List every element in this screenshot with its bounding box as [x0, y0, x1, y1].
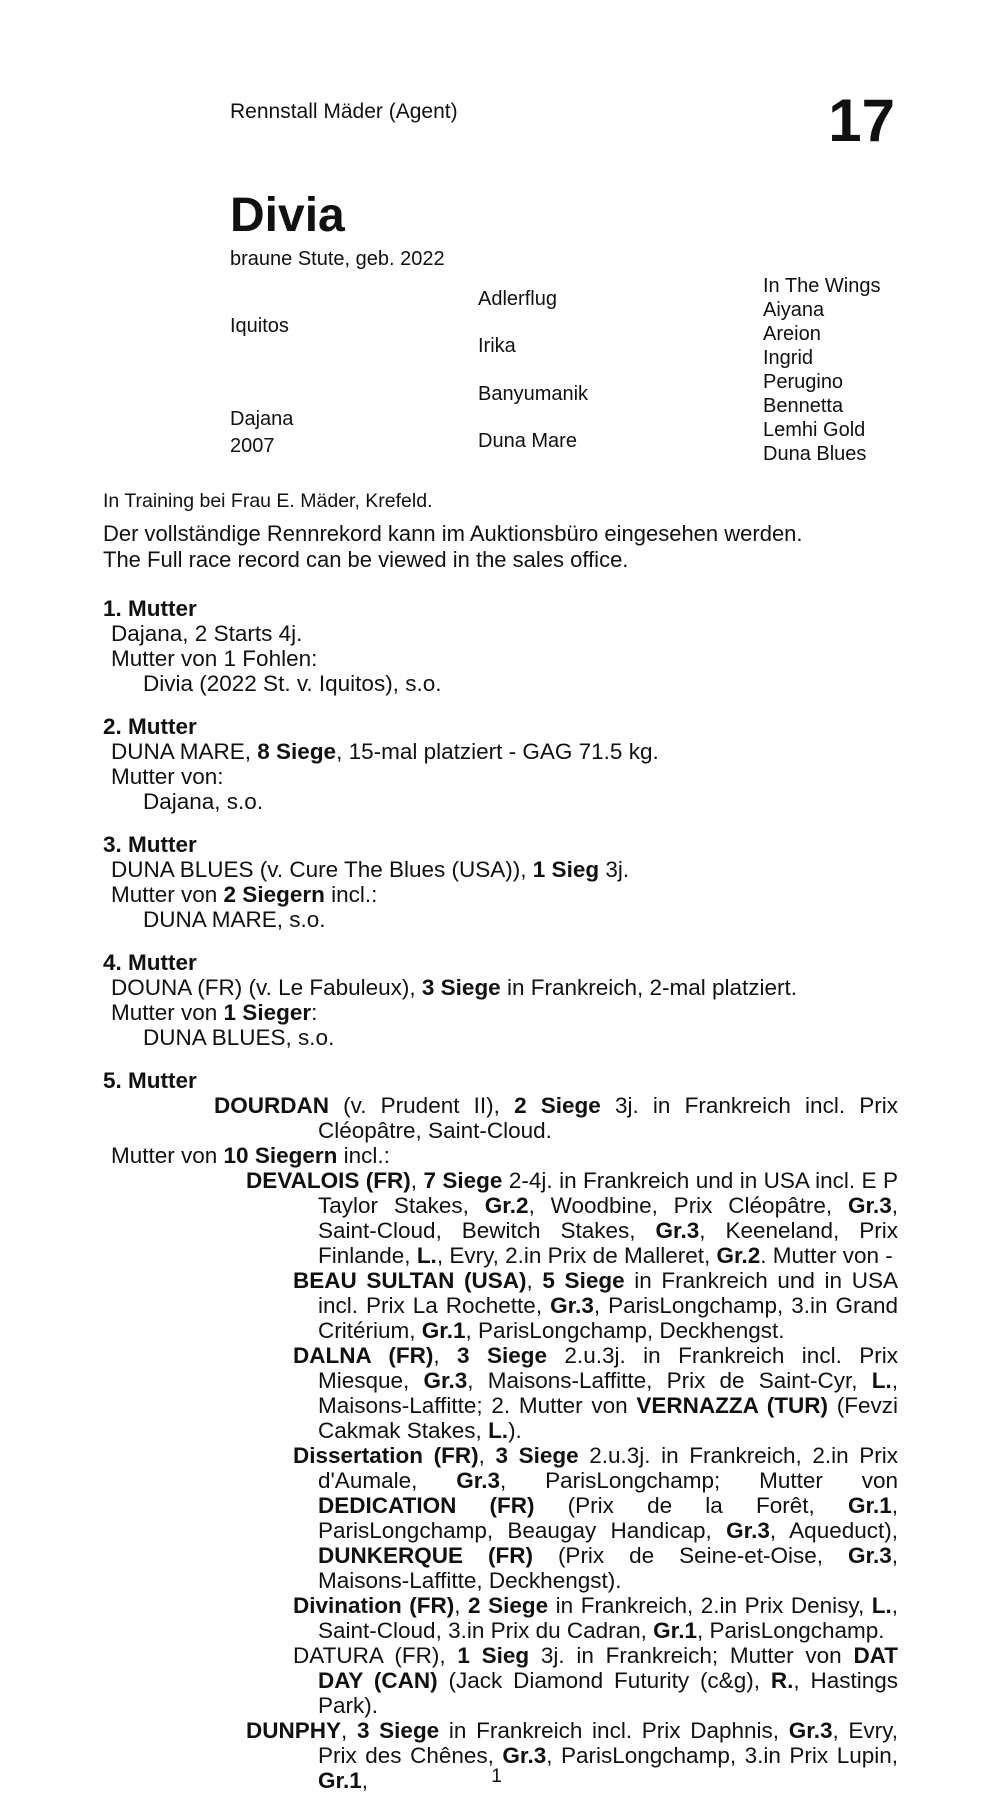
- section-title: 5. Mutter: [103, 1068, 197, 1093]
- pedigree-dam-year: 2007: [230, 435, 275, 457]
- pedigree-gen3-4: Ingrid: [763, 347, 814, 369]
- section-title: 3. Mutter: [103, 832, 197, 857]
- produce-entry: Divination (FR), 2 Siege in Frankreich, 2.in Prix Denisy, L., Saint-Cloud, 3.in Prix du Cadran, Gr.1, ParisLongchamp.: [293, 1593, 898, 1643]
- pedigree-sire: Iquitos: [230, 315, 289, 337]
- pedigree-gen3-7: Lemhi Gold: [763, 419, 866, 441]
- section-title: 4. Mutter: [103, 950, 197, 975]
- dam-record: DOURDAN (v. Prudent II), 2 Siege 3j. in Frankreich incl. Prix Cléopâtre, Saint-Cloud.: [214, 1093, 898, 1143]
- dam-record: Dajana, 2 Starts 4j.: [111, 621, 303, 646]
- training-note: In Training bei Frau E. Mäder, Krefeld.: [103, 490, 433, 512]
- section-3rd-dam: [103, 832, 898, 932]
- pedigree-gen3-6: Bennetta: [763, 395, 844, 417]
- pedigree-dam-dam: Duna Mare: [478, 430, 577, 452]
- produce-heading: Mutter von 1 Fohlen:: [111, 646, 318, 671]
- race-record-note-de: Der vollständige Rennrekord kann im Auktionsbüro eingesehen werden.: [103, 521, 803, 546]
- produce-entry: DUNPHY, 3 Siege in Frankreich incl. Prix Daphnis, Gr.3, Evry, Prix des Chênes, Gr.3, ParisLongchamp, 3.in Prix Lupin, Gr.1,: [246, 1718, 898, 1793]
- stable-name: Rennstall Mäder (Agent): [230, 100, 458, 123]
- race-record-note-en: The Full race record can be viewed in the sales office.: [103, 547, 629, 572]
- section-title: 1. Mutter: [103, 596, 197, 621]
- produce-heading: Mutter von 2 Siegern incl.:: [111, 882, 378, 907]
- page-number: 1: [491, 1766, 502, 1787]
- section-1st-dam: [103, 596, 898, 696]
- produce-heading: Mutter von:: [111, 764, 224, 789]
- pedigree-dam-sire: Banyumanik: [478, 383, 589, 405]
- lot-number: 17: [828, 87, 895, 154]
- dam-record: DUNA MARE, 8 Siege, 15-mal platziert - GAG 71.5 kg.: [111, 739, 659, 764]
- pedigree-gen3-1: In The Wings: [763, 275, 881, 297]
- produce-heading: Mutter von 10 Siegern incl.:: [111, 1143, 390, 1168]
- pedigree-gen3-2: Aiyana: [763, 299, 825, 321]
- produce-entry: DUNA BLUES, s.o.: [143, 1025, 335, 1050]
- section-4th-dam: [103, 950, 898, 1050]
- dam-line: [103, 596, 898, 1811]
- horse-description: braune Stute, geb. 2022: [230, 248, 445, 270]
- dam-record: DOUNA (FR) (v. Le Fabuleux), 3 Siege in Frankreich, 2-mal platziert.: [111, 975, 798, 1000]
- pedigree-gen3-5: Perugino: [763, 371, 844, 393]
- section-5th-dam: [103, 1068, 898, 1793]
- produce-entry: Dajana, s.o.: [143, 789, 264, 814]
- pedigree-gen3-3: Areion: [763, 323, 821, 345]
- produce-entry: DUNA MARE, s.o.: [143, 907, 326, 932]
- produce-heading: Mutter von 1 Sieger:: [111, 1000, 318, 1025]
- dam-record: DUNA BLUES (v. Cure The Blues (USA)), 1 Sieg 3j.: [111, 857, 630, 882]
- section-2nd-dam: [103, 714, 898, 814]
- pedigree-gen3-8: Duna Blues: [763, 443, 867, 465]
- produce-entry: BEAU SULTAN (USA), 5 Siege in Frankreich und in USA incl. Prix La Rochette, Gr.3, ParisLongchamp, 3.in Grand Critérium, Gr.1, ParisLongchamp, Deckhengst.: [293, 1268, 898, 1343]
- pedigree-sire-dam: Irika: [478, 335, 516, 357]
- race-record-note: [103, 521, 803, 573]
- produce-entry: DEVALOIS (FR), 7 Siege 2-4j. in Frankreich und in USA incl. E P Taylor Stakes, Gr.2, Woodbine, Prix Cléopâtre, Gr.3, Saint-Cloud, Bewitch Stakes, Gr.3, Keeneland, Prix Finlande, L., Evry, 2.in Prix de Malleret, Gr.2. Mutter von -: [246, 1168, 899, 1268]
- produce-entry: DALNA (FR), 3 Siege 2.u.3j. in Frankreich incl. Prix Miesque, Gr.3, Maisons-Laffitte, Prix de Saint-Cyr, L., Maisons-Laffitte; 2. Mutter von VERNAZZA (TUR) (Fevzi Cakmak Stakes, L.).: [293, 1343, 899, 1443]
- section-title: 2. Mutter: [103, 714, 197, 739]
- produce-entry: Divia (2022 St. v. Iquitos), s.o.: [143, 671, 442, 696]
- pedigree-sire-sire: Adlerflug: [478, 288, 557, 310]
- horse-name: Divia: [230, 189, 345, 242]
- produce-entry: DATURA (FR), 1 Sieg 3j. in Frankreich; Mutter von DAT DAY (CAN) (Jack Diamond Futurity (c&g), R., Hastings Park).: [293, 1643, 899, 1718]
- produce-entry: Dissertation (FR), 3 Siege 2.u.3j. in Frankreich, 2.in Prix d'Aumale, Gr.3, ParisLongchamp; Mutter von DEDICATION (FR) (Prix de la Forêt, Gr.1, ParisLongchamp, Beaugay Handicap, Gr.3, Aqueduct), DUNKERQUE (FR) (Prix de Seine-et-Oise, Gr.3, Maisons-Laffitte, Deckhengst).: [293, 1443, 899, 1593]
- pedigree-dam: Dajana: [230, 408, 294, 430]
